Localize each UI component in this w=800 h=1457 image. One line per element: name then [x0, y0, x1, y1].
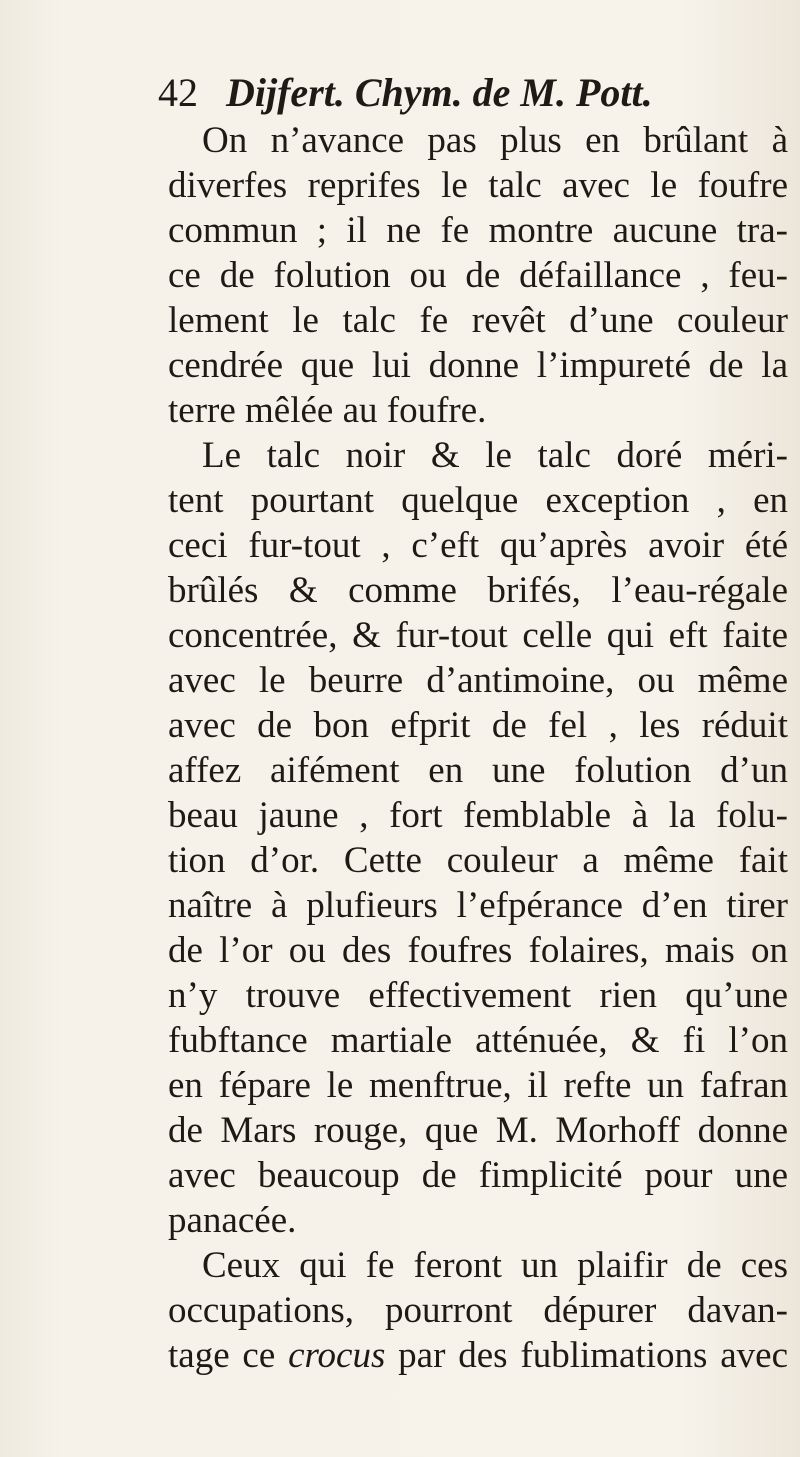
running-title: Dijfert. Chym. de M. Pott. — [226, 70, 653, 115]
text-line: tion d’or. Cette couleur a même fait — [168, 840, 788, 881]
italic-word: crocus — [288, 1335, 386, 1376]
text-line: affez aifément en une folution d’un — [168, 750, 788, 791]
text-line: commun ; il ne fe montre aucune tra- — [168, 210, 788, 251]
text-line: brûlés & comme brifés, l’eau-régale — [168, 570, 788, 611]
text-line: Le talc noir & le talc doré méri- — [202, 435, 788, 476]
text-line: avec de bon efprit de fel , les réduit — [168, 705, 788, 746]
text-line: diverfes reprifes le talc avec le foufre — [168, 165, 788, 206]
text-line: de Mars rouge, que M. Morhoff donne — [168, 1110, 788, 1151]
text-line: en fépare le menftrue, il refte un fafran — [168, 1065, 788, 1106]
text-line: panacée. — [168, 1200, 297, 1241]
text-line: n’y trouve effectivement rien qu’une — [168, 975, 788, 1016]
text-line: ceci fur-tout , c’eft qu’après avoir été — [168, 525, 788, 566]
text-line: de l’or ou des foufres folaires, mais on — [168, 930, 788, 971]
text-line: concentrée, & fur-tout celle qui eft faite — [168, 615, 788, 656]
text-line: occupations, pourront dépurer davan- — [168, 1290, 788, 1331]
text-line: On n’avance pas plus en brûlant à — [202, 120, 788, 161]
text-line: fubftance martiale atténuée, & fi l’on — [168, 1020, 788, 1061]
text-line: beau jaune , fort femblable à la folu- — [168, 795, 788, 836]
text-segment: tage ce — [168, 1335, 289, 1376]
text-line: cendrée que lui donne l’impureté de la — [168, 345, 788, 386]
text-segment: par des fublimations avec — [385, 1335, 788, 1376]
text-line: Ceux qui fe feront un plaifir de ces — [202, 1245, 788, 1286]
text-line: terre mêlée au foufre. — [168, 390, 487, 431]
text-line: tent pourtant quelque exception , en — [168, 480, 788, 521]
text-line: lement le talc fe revêt d’une couleur — [168, 300, 788, 341]
page-text — [158, 68, 788, 1378]
text-line: avec beaucoup de fimplicité pour une — [168, 1155, 788, 1196]
text-line: ce de folution ou de défaillance , feu- — [168, 255, 788, 296]
text-line: avec le beurre d’antimoine, ou même — [168, 660, 788, 701]
text-line-final — [168, 1333, 788, 1378]
running-header — [158, 68, 788, 118]
page-number: 42 — [158, 70, 198, 115]
text-line: naître à plufieurs l’efpérance d’en tirer — [168, 885, 788, 926]
